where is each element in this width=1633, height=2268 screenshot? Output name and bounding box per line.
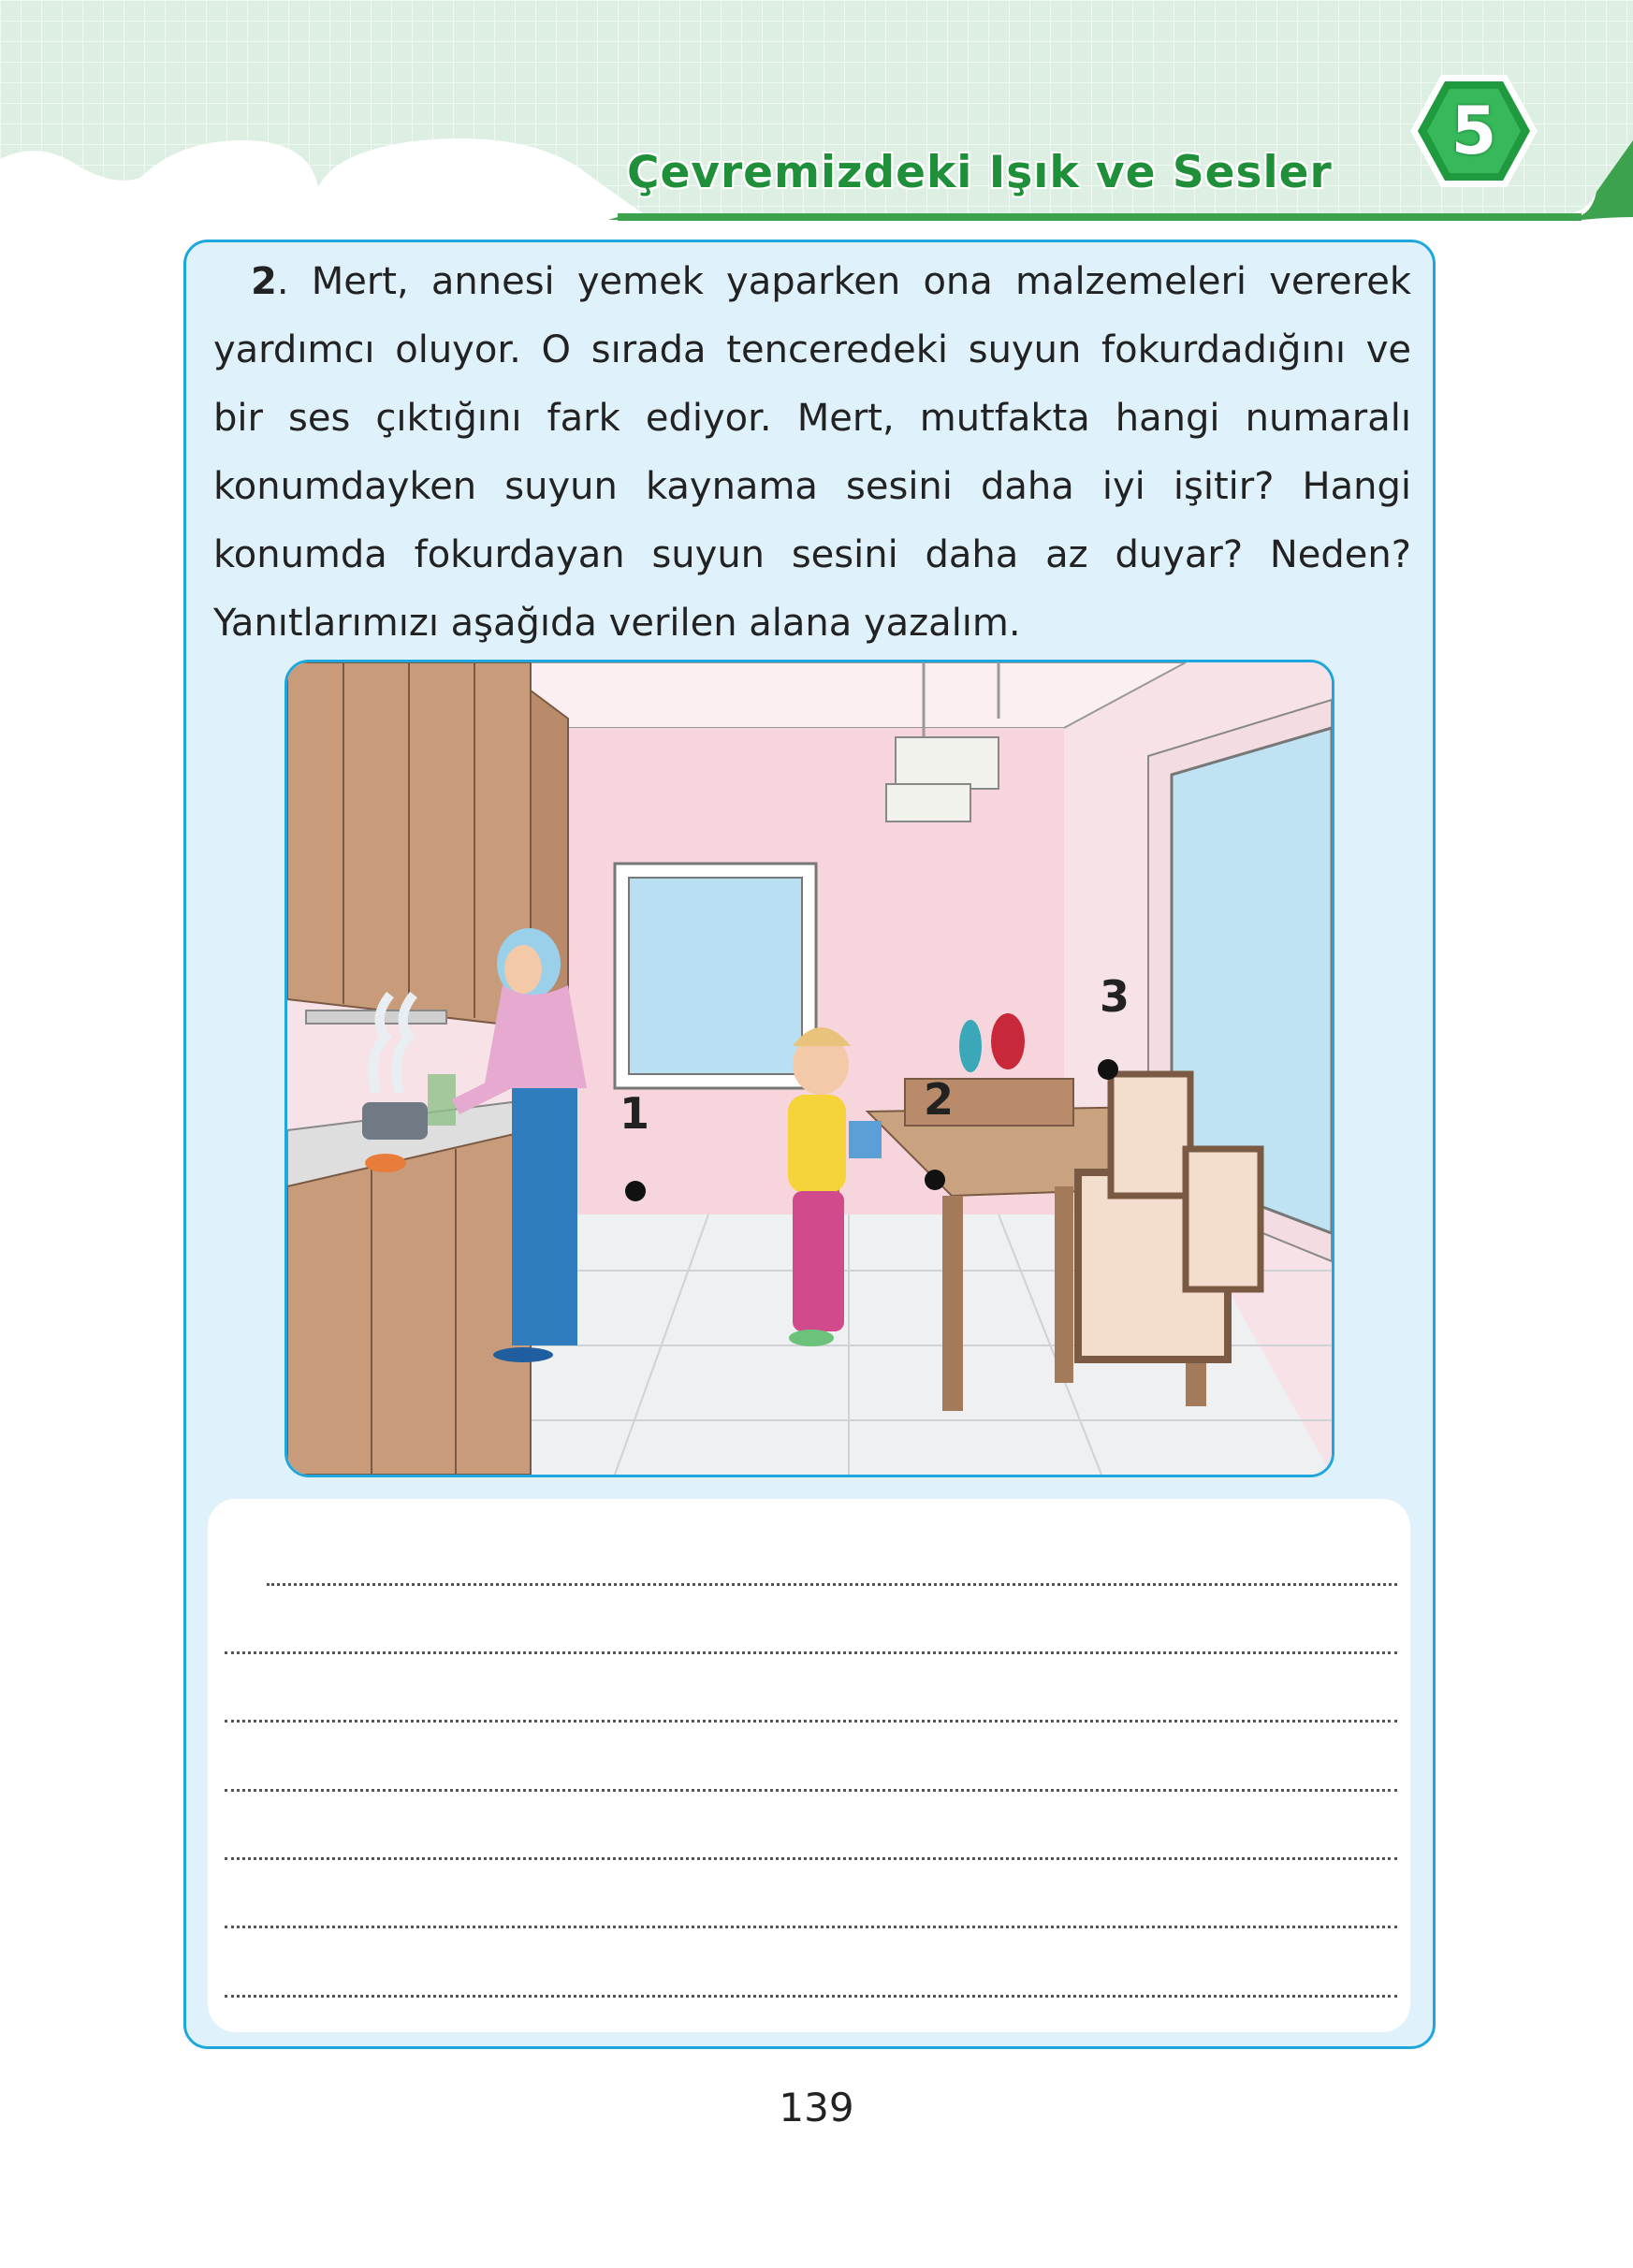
question-text (213, 248, 1411, 658)
unit-number: 5 (1451, 93, 1497, 169)
answer-line[interactable] (225, 1926, 1397, 1928)
page-number: 139 (779, 2085, 854, 2130)
answer-area[interactable] (208, 1499, 1410, 2032)
position-label-3: 3 (1100, 971, 1130, 1022)
answer-line[interactable] (225, 1995, 1397, 1998)
answer-line[interactable] (225, 1789, 1397, 1792)
answer-line[interactable] (225, 1720, 1397, 1723)
question-number: 2 (251, 260, 277, 303)
position-label-1: 1 (620, 1088, 650, 1139)
kitchen-illustration (284, 660, 1334, 1477)
position-label-2: 2 (924, 1074, 955, 1125)
answer-line[interactable] (267, 1583, 1397, 1586)
kitchen-scene-icon (287, 662, 1332, 1475)
answer-line[interactable] (225, 1651, 1397, 1654)
answer-line[interactable] (225, 1857, 1397, 1860)
chapter-title: Çevremizdeki Işık ve Sesler (627, 147, 1333, 198)
question-body: . Mert, annesi yemek yaparken ona malzemeleri vererek yardımcı oluyor. O sırada tenceredeki suyun fokurdadığını ve bir ses çıktığını fark ediyor. Mert, mutfakta hangi numaralı konumdayken suyun kaynama sesini daha iyi işitir? Hangi konumda fokurdayan suyun sesini daha az duyar? Neden? Yanıtlarımızı aşağıda verilen alana yazalım. (213, 260, 1411, 645)
